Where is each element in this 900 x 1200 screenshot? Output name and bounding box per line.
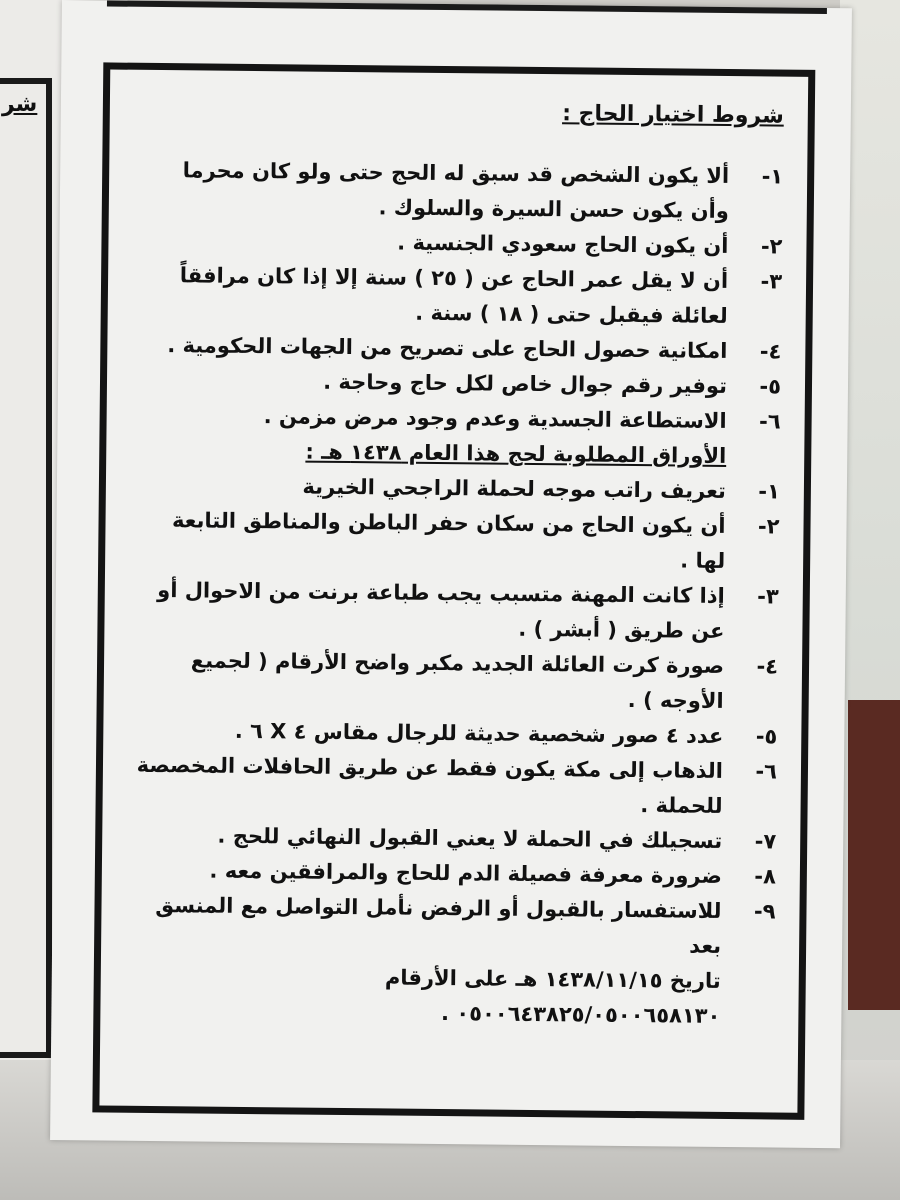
item-text: إذا كانت المهنة متسبب يجب طباعة برنت من الاحوال أو عن طريق ( أبشر ) .: [157, 578, 725, 643]
item-text: ضرورة معرفة فصيلة الدم للحاج والمرافقين معه .: [209, 858, 722, 888]
item-text: الاستطاعة الجسدية وعدم وجود مرض مزمن .: [263, 404, 727, 433]
background-left-frame: [0, 78, 52, 1058]
condition-item: [136, 398, 780, 440]
paper-item: [134, 573, 779, 650]
item-number: ٦-: [755, 759, 778, 784]
condition-item: [139, 153, 784, 230]
item-text: عدد ٤ صور شخصية حديثة للرجال مقاس ٤ X ٦ .: [234, 718, 724, 748]
background-left-text: شر: [2, 92, 38, 117]
paper-item: [135, 503, 780, 580]
document-content: [130, 92, 784, 1035]
item-text: صورة كرت العائلة الجديد مكبر واضح الأرقام ( لجميع الأوجه ) .: [190, 648, 725, 713]
condition-item: [138, 258, 783, 335]
item-number: ٩-: [753, 899, 776, 924]
item-text: تعريف راتب موجه لحملة الراجحي الخيرية: [302, 474, 727, 503]
item-number: ٣-: [760, 269, 783, 294]
item-number: ٤-: [756, 654, 779, 679]
item-text: توفير رقم جوال خاص لكل حاج وحاجة .: [323, 369, 728, 398]
conditions-heading: شروط اختيار الحاج :: [562, 101, 784, 129]
papers-heading: الأوراق المطلوبة لحج هذا العام ١٤٣٨ هـ :: [305, 439, 727, 468]
item-text: تسجيلك في الحملة لا يعني القبول النهائي للحج .: [217, 823, 723, 853]
item-number: ٤-: [759, 339, 782, 364]
item-number: ٧-: [754, 829, 777, 854]
item-text: أن يكون الحاج سعودي الجنسية .: [397, 230, 729, 258]
item-number: ٦-: [758, 409, 781, 434]
item-number: ١-: [761, 164, 784, 189]
paper-item: [131, 888, 776, 965]
paper-item: [132, 748, 777, 825]
item-text: أن يكون الحاج من سكان حفر الباطن والمناطق التابعة لها .: [171, 508, 726, 573]
document-frame: [92, 62, 815, 1119]
item-number: ٢-: [757, 514, 780, 539]
top-border-bar: [107, 0, 827, 14]
item-number: ٢-: [760, 234, 783, 259]
date-line: تاريخ ١٤٣٨/١١/١٥ هـ على الأرقام: [384, 965, 721, 993]
item-text: أن لا يقل عمر الحاج عن ( ٢٥ ) سنة إلا إذا كان مرافقاً لعائلة فيقبل حتى ( ١٨ ) سنة .: [179, 263, 729, 328]
background-wood-panel: [848, 700, 900, 1010]
item-text: الذهاب إلى مكة يكون فقط عن طريق الحافلات المخصصة للحملة .: [136, 752, 724, 818]
paper-sheet: [50, 0, 852, 1148]
item-number: ٣-: [757, 584, 779, 609]
item-number: ٥-: [759, 374, 782, 399]
item-text: للاستفسار بالقبول أو الرفض نأمل التواصل مع المنسق بعد: [155, 893, 722, 958]
paper-item: [134, 643, 779, 720]
item-number: ٥-: [755, 724, 778, 749]
phone-numbers: ٠٥٠٠٦٤٣٨٢٥/٠٥٠٠٦٥٨١٣٠ .: [440, 1001, 721, 1028]
item-number: ١-: [758, 479, 781, 504]
item-text: امكانية حصول الحاج على تصريح من الجهات الحكومية .: [167, 333, 728, 363]
item-text: ألا يكون الشخص قد سبق له الحج حتى ولو كان محرما وأن يكون حسن السيرة والسلوك .: [182, 158, 730, 223]
item-number: ٨-: [754, 864, 776, 889]
